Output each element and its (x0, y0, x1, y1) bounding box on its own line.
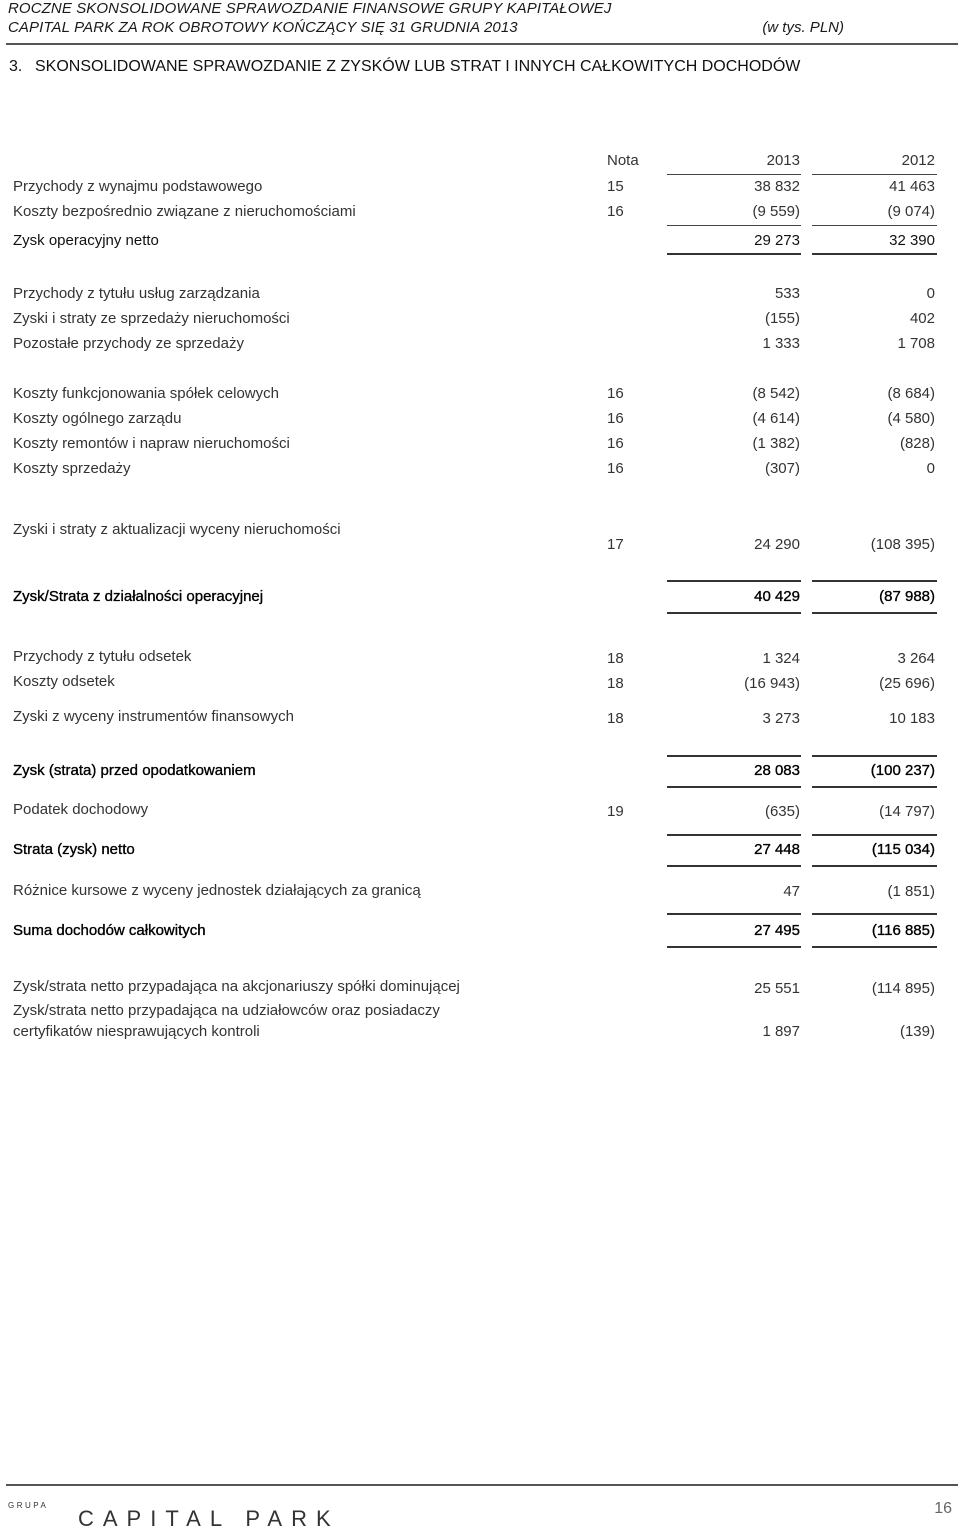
subtotal-rule-2013 (667, 834, 801, 836)
capital-park-logo-icon (8, 1500, 378, 1530)
subtotal-rule-2012 (812, 913, 937, 915)
row-label: Koszty sprzedaży (13, 460, 131, 477)
row-value-2013: (9 559) (752, 203, 800, 220)
company-logo (8, 1500, 378, 1530)
column-header-row (0, 150, 960, 172)
row-note: 16 (607, 410, 624, 427)
row-label: Zysk/Strata z działalności operacyjnej (13, 588, 264, 605)
row-label: Przychody z wynajmu podstawowego (13, 178, 263, 195)
row-value-2013: (155) (764, 310, 800, 327)
row-label: Różnice kursowe z wyceny jednostek działających za granicą (13, 882, 421, 899)
table-row (0, 1000, 960, 1022)
row-value-2013: 40 429 (754, 588, 800, 605)
row-value-2012: (108 395) (870, 536, 935, 553)
row-note: 16 (607, 385, 624, 402)
section-title-text: SKONSOLIDOWANE SPRAWOZDANIE Z ZYSKÓW LUB STRAT I INNYCH CAŁKOWITYCH DOCHODÓW (35, 58, 801, 75)
table-row (0, 201, 960, 223)
table-row (0, 433, 960, 455)
table-row-values (0, 801, 960, 823)
row-value-2013: 1 897 (762, 1023, 800, 1040)
subtotal-rule-2013 (667, 225, 801, 226)
total-rule-2013 (667, 612, 801, 614)
total-rule-2012 (812, 253, 937, 255)
row-note: 16 (607, 435, 624, 452)
row-value-2012: (115 034) (871, 841, 935, 858)
row-value-2013: (635) (764, 803, 800, 820)
logo-group-text: GRUPA (8, 1501, 49, 1510)
total-rule-2012 (812, 865, 937, 867)
column-header-nota: Nota (607, 152, 639, 169)
row-value-2012: (14 797) (879, 803, 935, 820)
row-value-2012: (4 580) (887, 410, 935, 427)
row-value-2013: 25 551 (754, 980, 800, 997)
table-row-values (0, 978, 960, 1000)
table-row (0, 408, 960, 430)
row-label: Koszty ogólnego zarządu (13, 410, 182, 427)
table-row (0, 308, 960, 330)
logo-main-text: CAPITAL PARK (78, 1506, 340, 1530)
subtotal-rule-2013 (667, 755, 801, 757)
row-label: certyfikatów niesprawujących kontroli (13, 1023, 260, 1040)
section-number: 3. (9, 58, 23, 75)
row-value-2012: (100 237) (870, 762, 935, 779)
row-value-2012: 10 183 (889, 710, 935, 727)
total-rule-2012 (812, 786, 937, 788)
row-value-2013: (1 382) (752, 435, 800, 452)
row-value-2012: (139) (899, 1023, 935, 1040)
row-value-2013: 38 832 (754, 178, 800, 195)
total-rule-2013 (667, 865, 801, 867)
table-row-subtotal (0, 760, 960, 782)
row-value-2012: 0 (926, 460, 935, 477)
subtotal-rule-2012 (812, 225, 937, 226)
row-value-2012: (828) (899, 435, 935, 452)
row-value-2012: 1 708 (897, 335, 935, 352)
total-rule-2013 (667, 946, 801, 948)
page-number: 16 (934, 1500, 952, 1517)
row-value-2013: 27 448 (754, 841, 800, 858)
row-label: Zysk operacyjny netto (13, 232, 159, 249)
table-row-values (0, 648, 960, 670)
table-row-values (0, 881, 960, 903)
row-note: 17 (607, 536, 624, 553)
total-rule-2013 (667, 253, 801, 255)
table-row (0, 333, 960, 355)
table-row-values (0, 673, 960, 695)
row-value-2012: (116 885) (871, 922, 935, 939)
row-value-2012: 402 (909, 310, 935, 327)
total-rule-2012 (812, 612, 937, 614)
table-row (0, 1021, 960, 1043)
row-label: Strata (zysk) netto (13, 841, 135, 858)
column-header-2012: 2012 (901, 152, 935, 169)
row-note: 16 (607, 460, 624, 477)
row-value-2013: 1 324 (762, 650, 800, 667)
row-value-2013: (16 943) (744, 675, 800, 692)
table-row (0, 176, 960, 198)
table-row-values (0, 708, 960, 730)
row-label: Suma dochodów całkowitych (13, 922, 206, 939)
row-value-2013: 3 273 (762, 710, 800, 727)
row-value-2013: 28 083 (754, 762, 800, 779)
row-value-2012: (114 895) (871, 980, 935, 997)
row-value-2012: 0 (926, 285, 935, 302)
total-rule-2012 (812, 946, 937, 948)
row-note: 18 (607, 650, 624, 667)
table-row-subtotal (0, 920, 960, 942)
row-value-2013: 47 (783, 883, 800, 900)
table-row-subtotal (0, 586, 960, 608)
table-row (0, 458, 960, 480)
row-label: Podatek dochodowy (13, 801, 149, 818)
row-value-2012: (25 696) (879, 675, 935, 692)
row-value-2013: (4 614) (752, 410, 800, 427)
row-note: 19 (607, 803, 624, 820)
table-row (0, 230, 960, 252)
row-value-2012: (8 684) (887, 385, 935, 402)
row-note: 15 (607, 178, 624, 195)
row-value-2012: 41 463 (889, 178, 935, 195)
subtotal-rule-2012 (812, 755, 937, 757)
row-label: Koszty funkcjonowania spółek celowych (13, 385, 279, 402)
row-label: Zysk (strata) przed opodatkowaniem (13, 762, 256, 779)
table-row (0, 283, 960, 305)
row-value-2012: (1 851) (887, 883, 935, 900)
row-value-2012: (9 074) (887, 203, 935, 220)
header-underline-2013 (667, 174, 801, 175)
row-label: Koszty bezpośrednio związane z nieruchomościami (13, 203, 356, 220)
header-divider (6, 43, 958, 45)
subtotal-rule-2013 (667, 580, 801, 582)
table-row-values (0, 534, 960, 556)
row-label: Przychody z tytułu odsetek (13, 648, 192, 665)
row-value-2013: 29 273 (754, 232, 800, 249)
row-value-2012: 3 264 (897, 650, 935, 667)
footer-divider (6, 1484, 958, 1486)
unit-label: (w tys. PLN) (762, 19, 844, 36)
row-label: Pozostałe przychody ze sprzedaży (13, 335, 244, 352)
row-label: Zysk/strata netto przypadająca na akcjonariuszy spółki dominującej (13, 978, 460, 995)
row-label: Zysk/strata netto przypadająca na udziałowców oraz posiadaczy (13, 1002, 440, 1019)
header-underline-2012 (812, 174, 937, 175)
subtotal-rule-2012 (812, 834, 937, 836)
row-label: Koszty odsetek (13, 673, 115, 690)
row-value-2013: (307) (764, 460, 800, 477)
column-header-2013: 2013 (766, 152, 800, 169)
row-value-2013: (8 542) (752, 385, 800, 402)
subtotal-rule-2012 (812, 580, 937, 582)
row-value-2013: 1 333 (762, 335, 800, 352)
section-title (9, 58, 800, 76)
row-note: 18 (607, 675, 624, 692)
table-row (0, 383, 960, 405)
row-value-2013: 27 495 (754, 922, 800, 939)
row-value-2013: 533 (774, 285, 800, 302)
row-label: Zyski i straty ze sprzedaży nieruchomości (13, 310, 290, 327)
total-rule-2013 (667, 786, 801, 788)
row-label: Zyski i straty z aktualizacji wyceny nieruchomości (13, 521, 341, 538)
row-label: Zyski z wyceny instrumentów finansowych (13, 708, 294, 725)
row-value-2012: (87 988) (879, 588, 935, 605)
report-header-line1: ROCZNE SKONSOLIDOWANE SPRAWOZDANIE FINANSOWE GRUPY KAPITAŁOWEJ (8, 0, 612, 17)
row-value-2013: 24 290 (754, 536, 800, 553)
report-header-line2: CAPITAL PARK ZA ROK OBROTOWY KOŃCZĄCY SIĘ 31 GRUDNIA 2013 (8, 19, 518, 36)
subtotal-rule-2013 (667, 913, 801, 915)
row-note: 18 (607, 710, 624, 727)
table-row-subtotal (0, 839, 960, 861)
row-label: Przychody z tytułu usług zarządzania (13, 285, 260, 302)
row-note: 16 (607, 203, 624, 220)
row-label: Koszty remontów i napraw nieruchomości (13, 435, 290, 452)
row-value-2012: 32 390 (889, 232, 935, 249)
